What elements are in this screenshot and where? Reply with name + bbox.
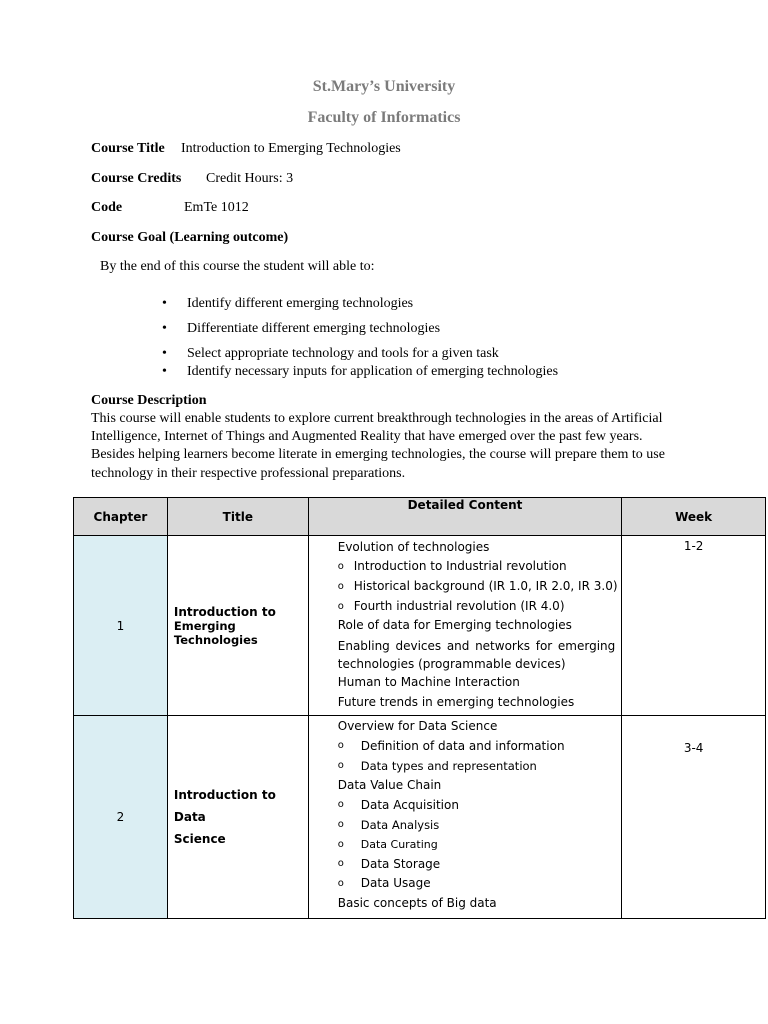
- course-goal-heading: [91, 230, 288, 246]
- week-value: 3-4: [622, 716, 766, 919]
- goal-item: • Select appropriate technology and tools for a given task: [166, 346, 499, 362]
- circle-bullet-icon: o: [337, 799, 344, 810]
- list-item: o Historical background (IR 1.0, IR 2.0, IR 3.0): [309, 576, 622, 597]
- code-label: Code: [91, 200, 123, 215]
- goal-item: • Identify different emerging technologies: [166, 296, 413, 312]
- goal-item: • Identify necessary inputs for application of emerging technologies: [166, 364, 558, 380]
- detailed-content: [308, 716, 622, 919]
- circle-bullet-icon: o: [337, 601, 344, 612]
- goal-intro: By the end of this course the student will able to:: [100, 259, 375, 274]
- list-item: Human to Machine Interaction: [337, 675, 520, 689]
- list-item: o Fourth industrial revolution (IR 4.0): [309, 597, 622, 616]
- header-week: Week: [622, 498, 766, 536]
- list-item: Future trends in emerging technologies: [337, 695, 575, 709]
- list-item: Overview for Data Science: [337, 719, 498, 733]
- list-item: o Data Storage: [309, 854, 622, 874]
- list-item: Evolution of technologies: [337, 540, 490, 554]
- course-credits-field: [91, 171, 294, 187]
- detailed-content: [308, 536, 622, 716]
- list-item: o Data Analysis: [309, 815, 622, 835]
- course-goal-label: Course Goal (Learning outcome): [91, 230, 289, 245]
- circle-bullet-icon: o: [337, 839, 344, 850]
- list-item: o Data types and representation: [309, 756, 622, 776]
- list-item: o Data Curating: [309, 835, 622, 854]
- list-item: o Data Usage: [309, 874, 622, 893]
- list-item: o Introduction to Industrial revolution: [309, 557, 622, 576]
- table-header-row: [74, 498, 766, 536]
- faculty-name: Faculty of Informatics: [307, 109, 461, 126]
- course-title-value: Introduction to Emerging Technologies: [181, 141, 401, 156]
- course-title-field: [91, 141, 401, 157]
- course-content-table: [73, 497, 766, 919]
- chapter-title: Introduction to Data Science: [167, 716, 308, 919]
- chapter-number: 2: [74, 716, 168, 919]
- circle-bullet-icon: o: [337, 878, 344, 889]
- code-field: [91, 200, 249, 216]
- list-item: Data Value Chain: [337, 778, 442, 792]
- list-item: Enabling devices and networks for emerging technologies (programmable devices): [337, 639, 616, 671]
- course-description-heading: Course Description: [91, 393, 207, 408]
- table-row: [74, 716, 766, 919]
- list-item: o Definition of data and information: [309, 736, 622, 756]
- course-credits-label: Course Credits: [91, 171, 182, 186]
- circle-bullet-icon: o: [337, 760, 344, 771]
- circle-bullet-icon: o: [337, 819, 344, 830]
- week-value: 1-2: [622, 536, 766, 716]
- code-value: EmTe 1012: [184, 200, 249, 215]
- table-row: [74, 536, 766, 716]
- circle-bullet-icon: o: [337, 740, 344, 751]
- header-chapter: Chapter: [74, 498, 168, 536]
- header-title: Title: [167, 498, 308, 536]
- circle-bullet-icon: o: [337, 858, 344, 869]
- list-item: Role of data for Emerging technologies: [337, 618, 572, 632]
- course-title-label: Course Title: [91, 141, 165, 156]
- course-description-text: This course will enable students to explore current breakthrough technologies in the areas of Artificial Intelligence, Internet of Things and Augmented Reality that have emerged over the past few years. Besides helping learners become literate in emerging technologies, the course will prepare them to use technology in their respective professional preparations.: [91, 411, 665, 481]
- circle-bullet-icon: o: [337, 581, 344, 592]
- header-detailed-content: Detailed Content: [308, 498, 622, 536]
- chapter-title: Introduction to Emerging Technologies: [167, 536, 308, 716]
- chapter-number: 1: [74, 536, 168, 716]
- list-item: o Data Acquisition: [309, 795, 622, 815]
- list-item: Basic concepts of Big data: [337, 896, 497, 910]
- course-credits-value: Credit Hours: 3: [206, 171, 294, 186]
- circle-bullet-icon: o: [337, 561, 344, 572]
- university-name: St.Mary’s University: [312, 78, 456, 95]
- goal-item: • Differentiate different emerging technologies: [166, 321, 440, 337]
